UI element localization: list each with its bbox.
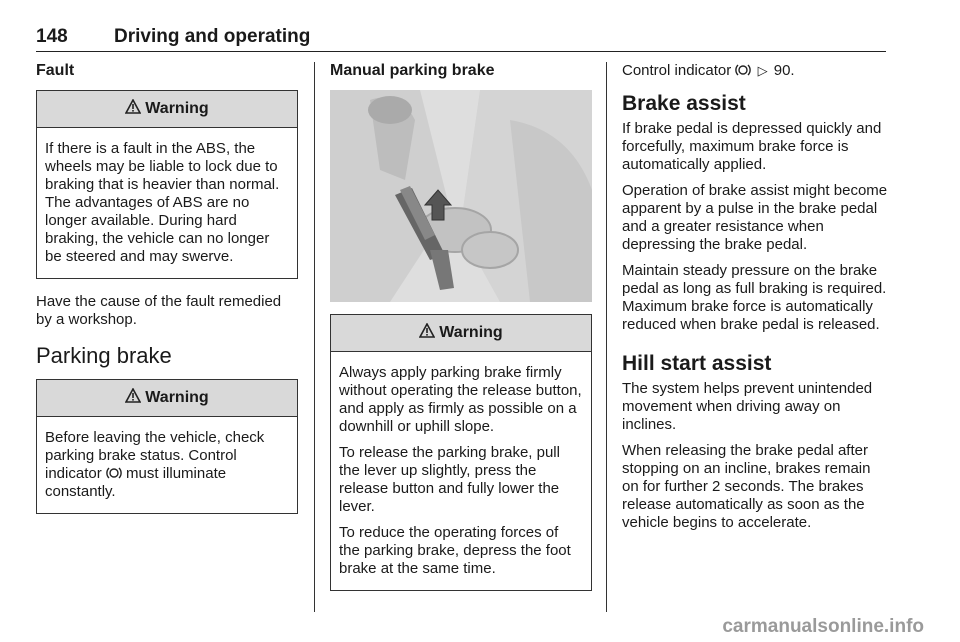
warning-text-part: must illuminate constantly. (45, 465, 227, 500)
parking-brake-heading: Parking brake (36, 343, 172, 368)
paragraph: Maintain steady pressure on the brake pedal as long as full braking is required. Maximum brake force is automatically reduced when brake pedal is released. (622, 262, 887, 333)
column-middle (330, 62, 592, 605)
warning-text-part: Before leaving the vehicle, check parking brake status. Control indicator (45, 429, 265, 482)
page-reference[interactable]: 90. (773, 62, 795, 79)
watermark: carmanualsonline.info (722, 616, 924, 637)
warning-title: Warning (145, 100, 209, 117)
paragraph: When releasing the brake pedal after stopping on an incline, brakes remain on for further 2 seconds. The brakes release automatically as soon as the vehicle begins to accelerate. (622, 442, 871, 531)
paragraph: Operation of brake assist might become apparent by a pulse in the brake pedal and a greater resistance when depressing the brake pedal. (622, 182, 888, 253)
warning-triangle-icon (125, 99, 141, 119)
warning-title: Warning (145, 389, 209, 406)
warning-text (45, 429, 289, 501)
warning-text: To release the parking brake, pull the lever up slightly, press the release button and fully lower the lever. (339, 444, 560, 515)
hill-start-assist-heading: Hill start assist (622, 352, 772, 375)
chapter-title: Driving and operating (114, 26, 311, 47)
reference-arrow-icon: ▷ (757, 63, 768, 78)
warning-box-manual (330, 314, 592, 591)
paragraph: The system helps prevent unintended movement when driving away on inclines. (622, 380, 873, 433)
column-right (622, 62, 888, 540)
paragraph: If brake pedal is depressed quickly and forcefully, maximum brake force is automatically applied. (622, 120, 882, 173)
warning-text: If there is a fault in the ABS, the wheels may be liable to lock due to braking that is heavier than normal. The advantages of ABS are no longer available. During hard braking, the vehicle can no longer be steered and may swerve. (45, 140, 280, 265)
page-number: 148 (36, 26, 68, 47)
warning-triangle-icon (125, 388, 141, 408)
warning-triangle-icon (419, 323, 435, 343)
column-divider (314, 62, 315, 612)
warning-header (37, 380, 297, 417)
parking-brake-illustration (330, 90, 592, 302)
warning-header (37, 91, 297, 128)
warning-text: Always apply parking brake firmly without operating the release button, and apply as firmly as possible on a downhill or uphill slope. (339, 364, 582, 435)
column-divider (606, 62, 607, 612)
brake-assist-heading: Brake assist (622, 92, 746, 115)
manual-parking-brake-heading: Manual parking brake (330, 62, 495, 79)
fault-subheading: Fault (36, 62, 75, 79)
warning-title: Warning (439, 324, 503, 341)
control-indicator-label: Control indicator (622, 62, 732, 79)
brake-indicator-icon (106, 466, 122, 480)
page-header (36, 26, 886, 52)
warning-text: To reduce the operating forces of the parking brake, depress the foot brake at the same time. (339, 524, 571, 577)
fault-paragraph: Have the cause of the fault remedied by a workshop. (36, 293, 282, 328)
warning-box-parking (36, 379, 298, 514)
column-left (36, 62, 298, 528)
warning-box-abs (36, 90, 298, 279)
brake-indicator-icon (735, 63, 751, 77)
control-indicator-reference (622, 62, 888, 80)
warning-header (331, 315, 591, 352)
